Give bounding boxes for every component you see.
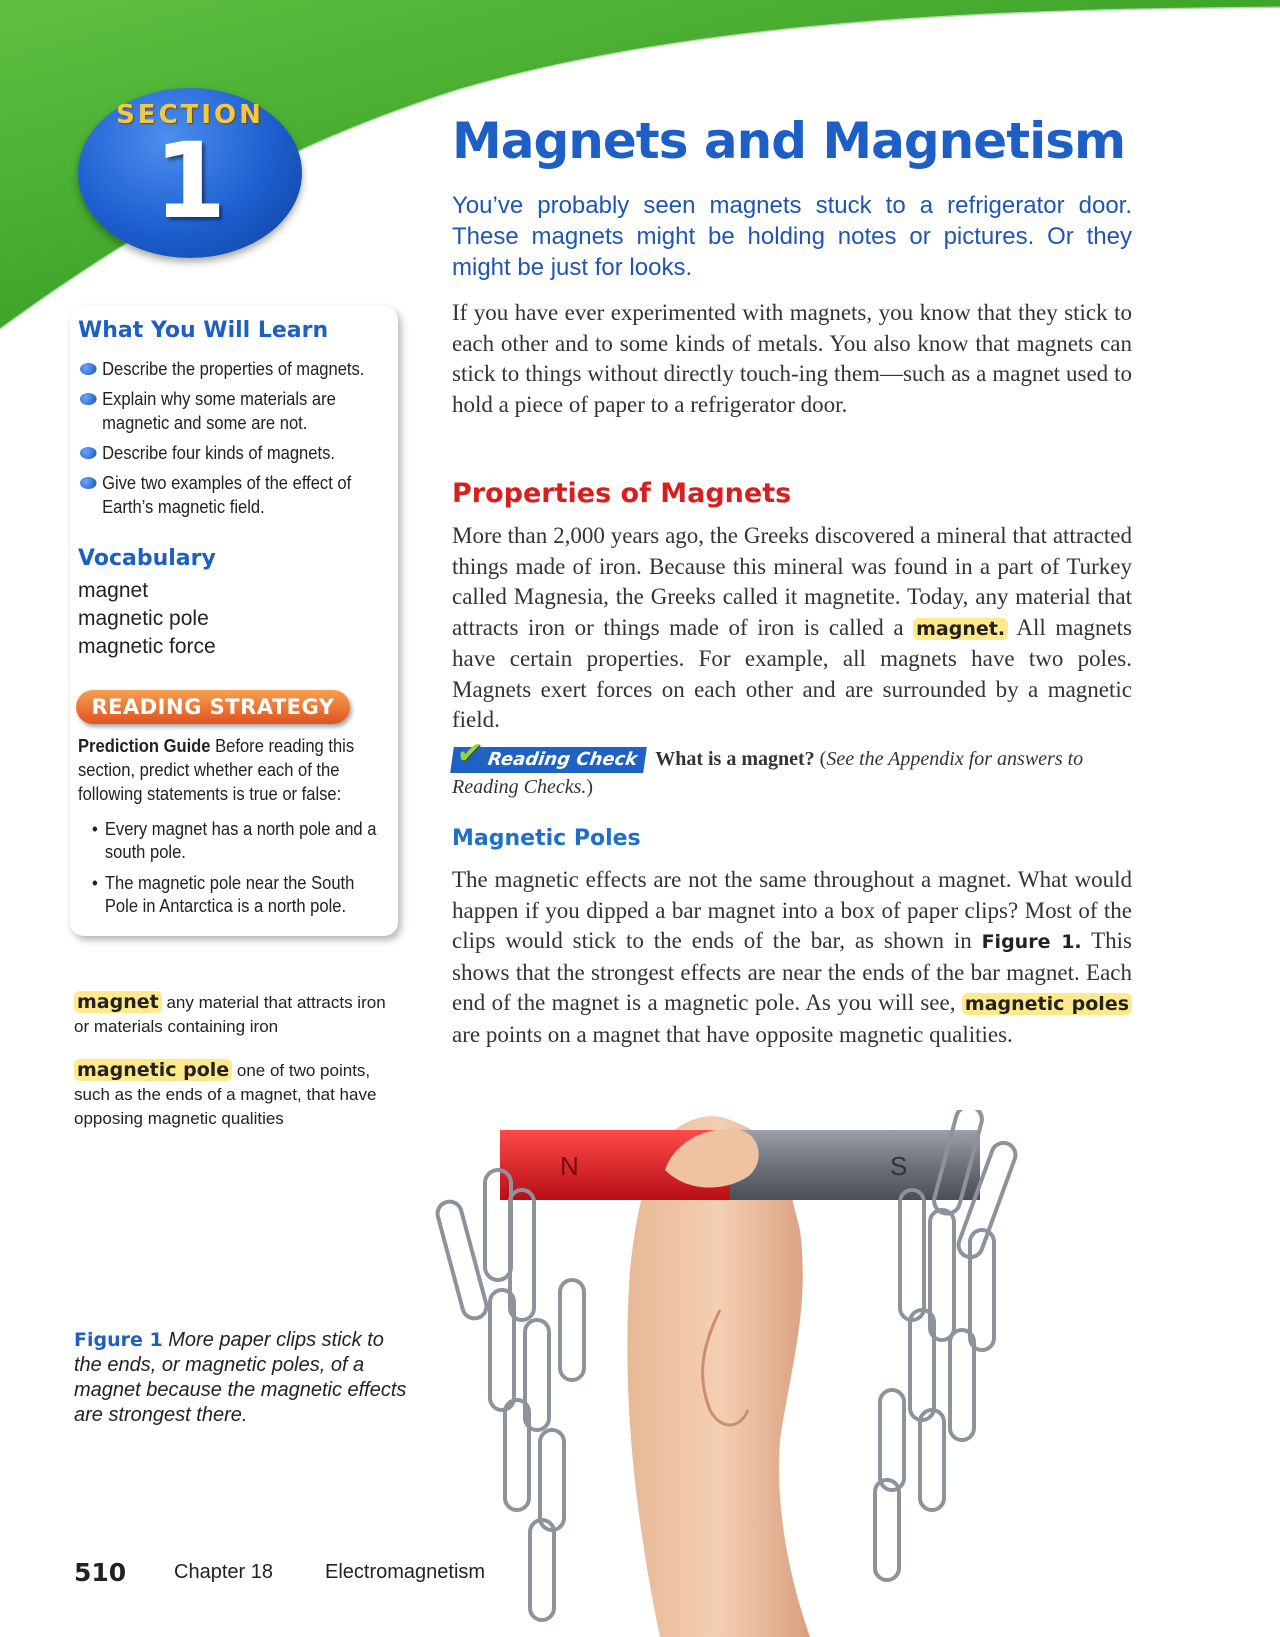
vocabulary-list xyxy=(78,577,216,661)
reading-strategy-badge: READING STRATEGY xyxy=(76,690,350,724)
reading-check-badge xyxy=(450,736,647,773)
reading-check-question: What is a magnet? xyxy=(655,748,815,770)
chapter-label: Chapter 18 xyxy=(174,1561,273,1583)
prediction-statements xyxy=(92,818,402,926)
paragraph-intro: If you have ever experimented with magnets, you know that they stick to each other and to some kinds of metals. You also know that magnets can stick to things without directly touch-ing them—such as a magnet used to hold a piece of paper to a refrigerator door. xyxy=(452,300,1132,417)
learning-objectives xyxy=(80,357,390,525)
reading-check-paren-close: ) xyxy=(586,776,594,798)
paragraph-properties-text-1: More than 2,000 years ago, the Greeks discovered a mineral that attracted things made of iron. Because this mineral was found in a part of Turkey called Magnesia, the Greeks called it magnetite. Today, any material that attracts iron or things made of iron is called a xyxy=(452,523,1132,640)
glossary-definition: any material that attracts iron or materials containing iron xyxy=(74,993,386,1036)
what-you-will-learn-heading: What You Will Learn xyxy=(78,318,329,343)
blue-bullet-icon xyxy=(80,363,97,375)
prediction-guide-title: Prediction Guide xyxy=(78,736,211,756)
checkmark-icon: ✔ xyxy=(454,736,485,771)
vocabulary-heading: Vocabulary xyxy=(78,546,216,571)
paragraph-poles-text-1: The magnetic effects are not the same throughout a magnet. What would happen if you dipped a bar magnet into a box of paper clips? Most of the clips would stick to the ends of the bar, as shown in xyxy=(452,867,1132,953)
term-magnetic-poles-highlight[interactable]: magnetic poles xyxy=(962,993,1132,1015)
term-magnet-highlight[interactable]: magnet. xyxy=(913,618,1008,640)
vocab-item[interactable]: magnet xyxy=(78,579,149,602)
blue-bullet-icon xyxy=(80,477,97,489)
glossary-definition: one of two points, such as the ends of a magnet, that have opposing magnetic qualities xyxy=(74,1061,377,1128)
paragraph-poles-text-3: are points on a magnet that have opposite magnetic qualities. xyxy=(452,1021,1013,1047)
glossary-entry-magnet xyxy=(74,990,394,1039)
prediction-guide-text xyxy=(78,734,372,806)
paragraph-properties-text-2: All magnets have certain properties. For example, all magnets have two poles. Magnets exert forces on each other and are surrounded by a magnetic field. xyxy=(452,614,1132,732)
paragraph-poles-text-2: This shows that the strongest effects are near the ends of the bar magnet. Each end of the magnet is a magnetic pole. As you will see, xyxy=(452,928,1132,1015)
paragraph-magnetic-poles xyxy=(452,865,1132,1050)
reading-check xyxy=(452,736,1132,801)
reading-check-badge-label: Reading Check xyxy=(486,749,639,770)
chapter-name: Electromagnetism xyxy=(325,1561,486,1583)
vocab-item[interactable]: magnetic pole xyxy=(78,607,209,630)
vocab-item[interactable]: magnetic force xyxy=(78,635,216,658)
blue-bullet-icon xyxy=(80,447,97,459)
objective-item: Explain why some materials are magnetic and some are not. xyxy=(80,387,365,435)
magnet-south-label: S xyxy=(890,1151,908,1181)
figure-reference[interactable]: Figure 1. xyxy=(981,931,1082,953)
statement-item: • The magnetic pole near the South Pole in Antarctica is a north pole. xyxy=(92,872,377,918)
intro-text: You’ve probably seen magnets stuck to a refrigerator door. These magnets might be holding notes or pictures. Or they might be just for looks. xyxy=(452,192,1132,281)
blue-bullet-icon xyxy=(80,393,97,405)
heading-properties-of-magnets: Properties of Magnets xyxy=(452,478,792,509)
section-label: SECTION xyxy=(116,100,264,130)
figure-label: Figure 1 xyxy=(74,1329,163,1351)
statement-item: • Every magnet has a north pole and a south pole. xyxy=(92,818,377,864)
section-number: 1 xyxy=(153,120,227,242)
page-number: 510 xyxy=(74,1558,127,1587)
prediction-guide-body: Before reading this section, predict whether each of the following statements is true or false: xyxy=(78,736,355,804)
heading-magnetic-poles: Magnetic Poles xyxy=(452,826,641,851)
page-title: Magnets and Magnetism xyxy=(452,112,1126,170)
objective-item: Describe four kinds of magnets. xyxy=(80,441,365,465)
magnet-north-label: N xyxy=(560,1151,579,1181)
figure-caption xyxy=(74,1328,414,1428)
figure-caption-text: More paper clips stick to the ends, or magnetic poles, of a magnet because the magnetic effects are strongest there. xyxy=(74,1329,407,1426)
objective-item: Describe the properties of magnets. xyxy=(80,357,365,381)
paragraph-properties xyxy=(452,521,1132,736)
glossary-term: magnetic pole xyxy=(74,1059,232,1081)
reading-check-note: See the Appendix for answers to Reading Checks. xyxy=(452,748,1084,798)
reading-check-paren-open: ( xyxy=(814,748,827,770)
glossary-entry-magnetic-pole xyxy=(74,1058,394,1131)
objective-item: Give two examples of the effect of Earth’s magnetic field. xyxy=(80,471,365,519)
glossary-term: magnet xyxy=(74,991,162,1013)
paper-clips-left xyxy=(435,1170,584,1620)
bar-magnet-photo xyxy=(430,1110,1070,1637)
